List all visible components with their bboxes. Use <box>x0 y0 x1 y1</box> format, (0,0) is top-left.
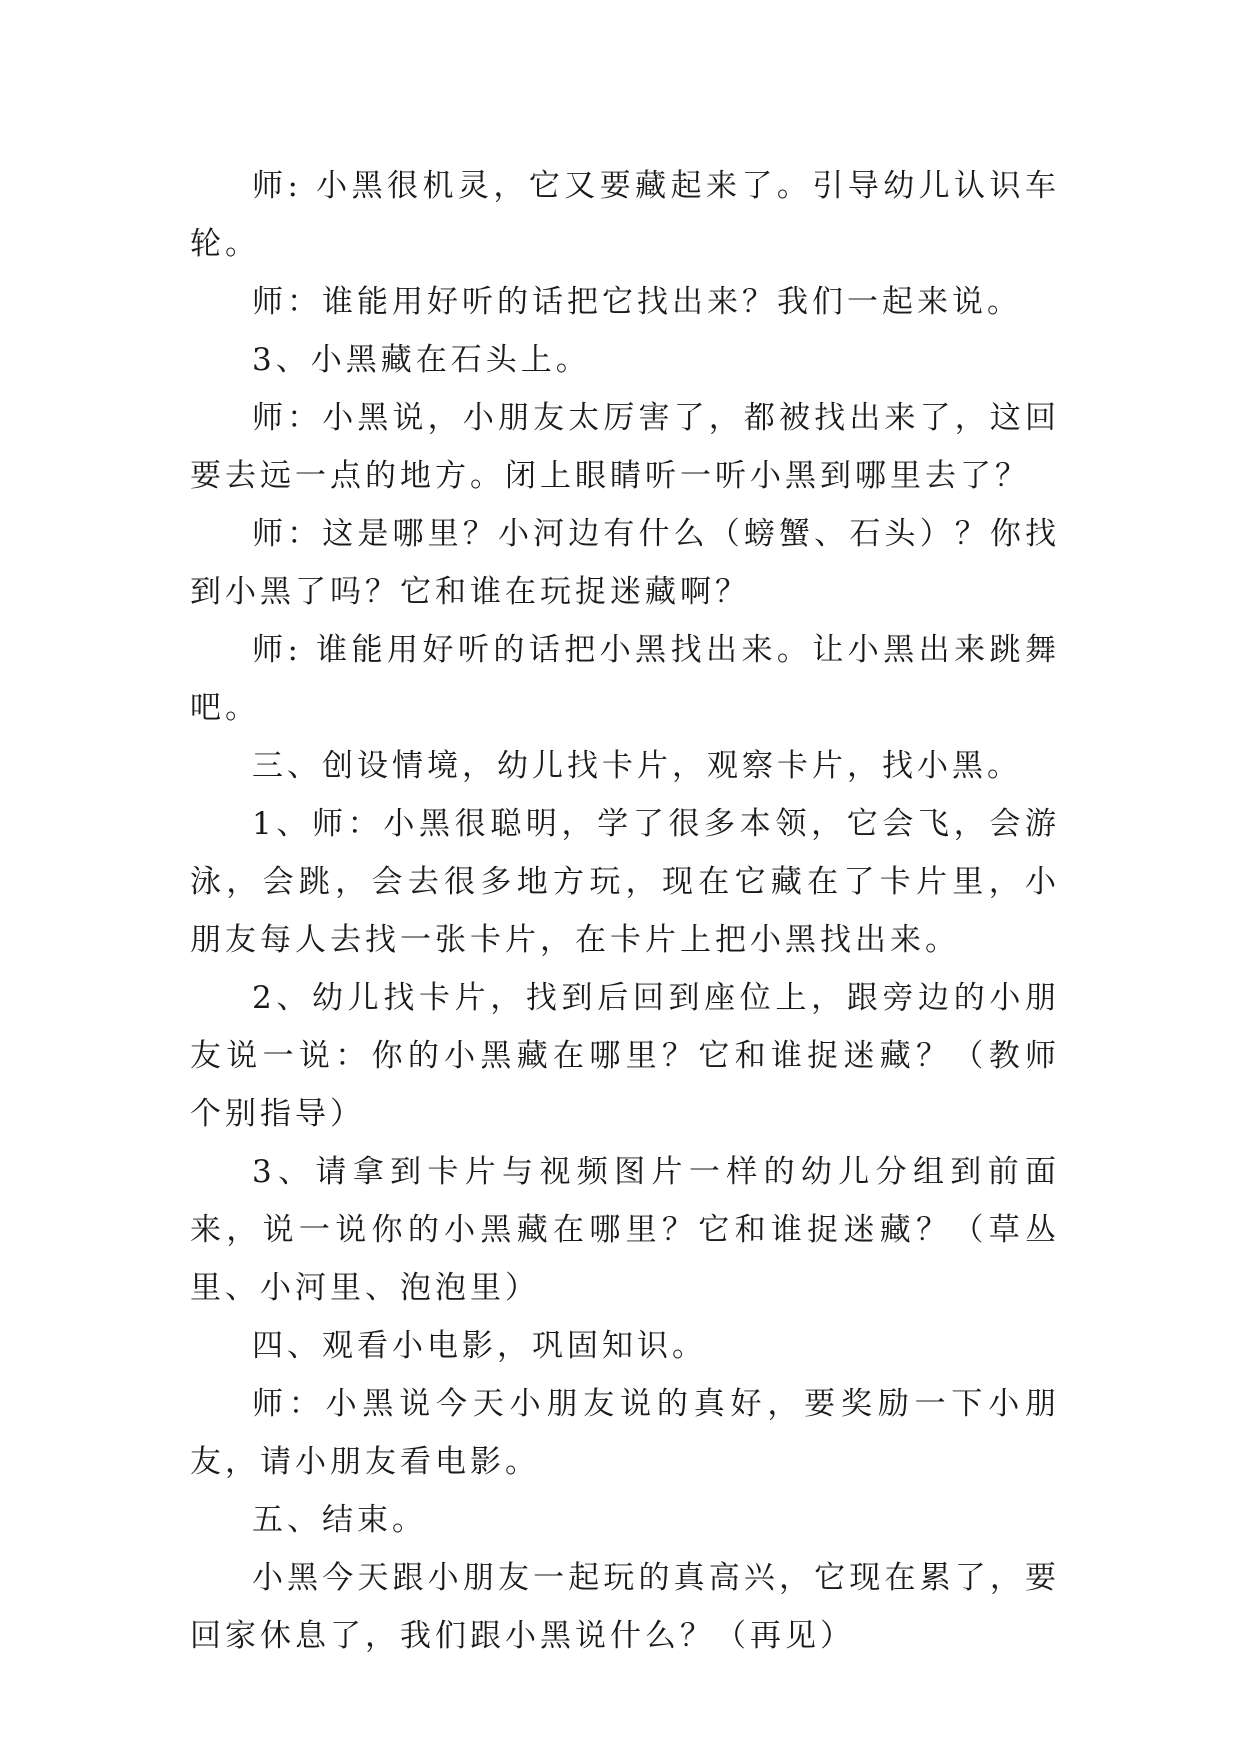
paragraph: 师：谁能用好听的话把它找出来？我们一起来说。 <box>252 284 1022 320</box>
document-body <box>190 157 1060 1665</box>
paragraph: 师：小黑说今天小朋友说的真好，要奖励一下小朋友，请小朋友看电影。 <box>190 1386 1060 1480</box>
paragraph: 3、请拿到卡片与视频图片一样的幼儿分组到前面来，说一说你的小黑藏在哪里？它和谁捉迷藏？（草丛里、小河里、泡泡里） <box>190 1154 1060 1306</box>
paragraph: 师：这是哪里？小河边有什么（螃蟹、石头）？你找到小黑了吗？它和谁在玩捉迷藏啊？ <box>190 516 1060 610</box>
paragraph: 师: 谁能用好听的话把小黑找出来。让小黑出来跳舞吧。 <box>190 632 1060 726</box>
paragraph: 小黑今天跟小朋友一起玩的真高兴，它现在累了，要回家休息了，我们跟小黑说什么？（再见） <box>190 1560 1060 1654</box>
paragraph: 3、小黑藏在石头上。 <box>252 342 591 378</box>
paragraph: 2、幼儿找卡片，找到后回到座位上，跟旁边的小朋友说一说：你的小黑藏在哪里？它和谁捉迷藏？（教师个别指导） <box>190 980 1060 1132</box>
paragraph: 1、师：小黑很聪明，学了很多本领，它会飞，会游泳，会跳，会去很多地方玩，现在它藏在了卡片里，小朋友每人去找一张卡片，在卡片上把小黑找出来。 <box>190 806 1060 958</box>
paragraph: 师: 小黑很机灵，它又要藏起来了。引导幼儿认识车轮。 <box>190 168 1060 262</box>
section-heading: 五、结束。 <box>252 1502 427 1538</box>
section-heading: 四、观看小电影，巩固知识。 <box>252 1328 707 1364</box>
section-heading: 三、创设情境，幼儿找卡片，观察卡片，找小黑。 <box>252 748 1022 784</box>
paragraph: 师：小黑说，小朋友太厉害了，都被找出来了，这回要去远一点的地方。闭上眼睛听一听小黑到哪里去了？ <box>190 400 1060 494</box>
